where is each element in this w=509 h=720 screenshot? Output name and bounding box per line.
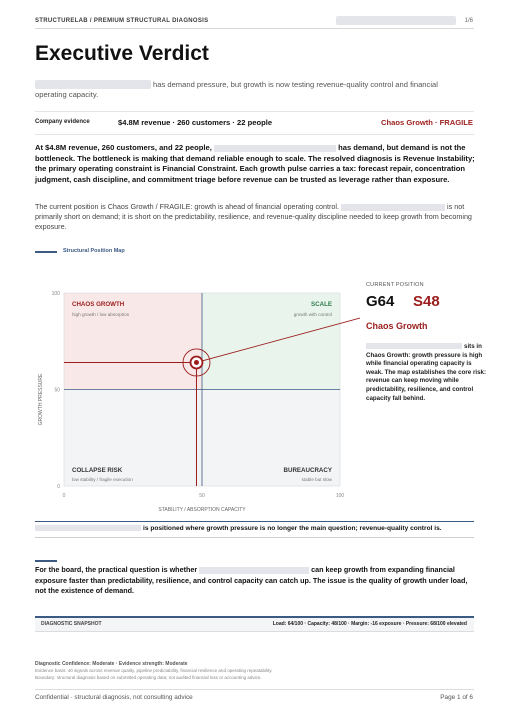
- lead-part-1: At $4.8M revenue, 260 customers, and 22 people,: [35, 143, 212, 152]
- y-tick-label: 50: [54, 387, 60, 394]
- redacted-company-name: [214, 145, 336, 152]
- cp-desc-text: sits in Chaos Growth: growth pressure is high while financial operating capacity is weak. The map establishes the core risk: revenue can keep moving while predictability, resilience, and control capacity fall behind.: [366, 343, 487, 402]
- footer-page-number: Page 1 of 6: [440, 694, 473, 701]
- board-paragraph: [35, 565, 475, 597]
- current-position-description: [366, 343, 490, 403]
- lead-paragraph: [35, 143, 475, 185]
- lead-part-2: has demand, but demand is not the bottleneck. The bottleneck is making that demand reliable enough to scale. The resolved diagnosis is Revenue Instability; the primary operating constraint is Financial Constraint. Each growth pulse carries a tax: forecast repair, concentration judgment, cash discipline, and commitment triage before revenue can be trusted as leverage rather than exposure.: [35, 143, 475, 184]
- snapshot-metrics: Load: 64/100 · Capacity: 48/100 · Margin: -16 exposure · Pressure: 68/100 elevated: [272, 621, 467, 627]
- stability-score: S48: [413, 293, 440, 310]
- redacted-company-name: [366, 343, 462, 349]
- page-subtitle: [35, 80, 465, 100]
- position-sentence: [35, 525, 475, 532]
- body-paragraph: [35, 202, 475, 232]
- current-position-point: [194, 360, 199, 365]
- quadrant-label-bureaucracy: BUREAUCRACY: [283, 467, 332, 474]
- growth-score: G64: [366, 293, 395, 310]
- report-brand: STRUCTURELAB / PREMIUM STRUCTURAL DIAGNOSIS: [35, 18, 209, 24]
- evidence-divider-top: [35, 111, 474, 112]
- evidence-divider-bottom: [35, 134, 474, 135]
- page-title: Executive Verdict: [35, 42, 209, 65]
- quadrant-label-chaos-growth: CHAOS GROWTH: [72, 301, 125, 308]
- position-divider-bottom: [35, 537, 474, 538]
- current-position-label: CURRENT POSITION: [366, 282, 424, 288]
- body-part-1: The current position is Chaos Growth / FRAGILE: growth is ahead of financial operating control.: [35, 202, 340, 211]
- quadrant-label-scale: SCALE: [311, 301, 332, 308]
- snapshot-label: DIAGNOSTIC SNAPSHOT: [41, 621, 102, 627]
- status-badge: Chaos Growth · FRAGILE: [381, 118, 473, 127]
- map-section-label: Structural Position Map: [63, 248, 125, 254]
- position-divider-top: [35, 521, 474, 522]
- page-indicator: 1/6: [464, 18, 473, 24]
- board-part-1: For the board, the practical question is whether: [35, 565, 198, 574]
- footer-divider: [35, 689, 474, 690]
- quadrant-label-collapse-risk: COLLAPSE RISK: [72, 467, 123, 474]
- current-state: Chaos Growth: [366, 321, 428, 331]
- body-part-2: is not primarily short on demand; it is short on the predictability, resilience, and revenue-quality discipline needed to keep growth from becoming exposure.: [35, 202, 472, 231]
- evidence-boundary: Boundary: structural diagnosis based on submitted operating data; not audited financial loss or accounting advice.: [35, 675, 262, 680]
- header-divider: [35, 28, 474, 29]
- y-axis-label: GROWTH PRESSURE: [38, 373, 44, 426]
- quadrant-desc-collapse-risk: low stability / fragile execution: [72, 477, 133, 482]
- board-section-rule: [35, 560, 57, 562]
- x-axis-label: STABILITY / ABSORPTION CAPACITY: [158, 507, 246, 512]
- subtitle-text: has demand pressure, but growth is now testing revenue-quality control and financial operating capacity.: [35, 80, 438, 99]
- redacted-company-name: [341, 204, 445, 211]
- evidence-value: $4.8M revenue · 260 customers · 22 people: [118, 118, 273, 127]
- quadrant-desc-chaos-growth: high growth / low absorption: [72, 312, 130, 317]
- footer-confidential: Confidential · structural diagnosis, not consulting advice: [35, 694, 193, 701]
- redacted-company-name: [199, 567, 309, 574]
- redacted-company-name: [35, 525, 141, 531]
- position-sentence-text: is positioned where growth pressure is no longer the main question; revenue-quality control is.: [143, 525, 442, 532]
- quadrant-desc-bureaucracy: stable but slow: [301, 477, 332, 482]
- evidence-basis: Evidence basis: 40 signals across revenue quality, pipeline predictability, financial resilience and operating repeatability.: [35, 668, 273, 673]
- evidence-label: Company evidence: [35, 119, 90, 125]
- board-part-2: can keep growth from expanding financial exposure faster than predictability, resilience, and control capacity can catch up. The issue is the quality of growth under load, not the existence of demand.: [35, 565, 468, 595]
- quadrant-desc-scale: growth with control: [293, 312, 332, 317]
- x-tick-label: 0: [62, 493, 66, 499]
- map-section-rule: [35, 251, 57, 253]
- structural-position-chart: [30, 280, 360, 512]
- y-tick-label: 0: [57, 484, 60, 490]
- confidence-line: Diagnostic Confidence: Moderate · Evidence strength: Moderate: [35, 661, 188, 667]
- y-tick-label: 100: [51, 291, 60, 297]
- redacted-company-name: [336, 16, 456, 25]
- x-tick-label: 100: [335, 493, 345, 499]
- x-tick-label: 50: [199, 493, 205, 499]
